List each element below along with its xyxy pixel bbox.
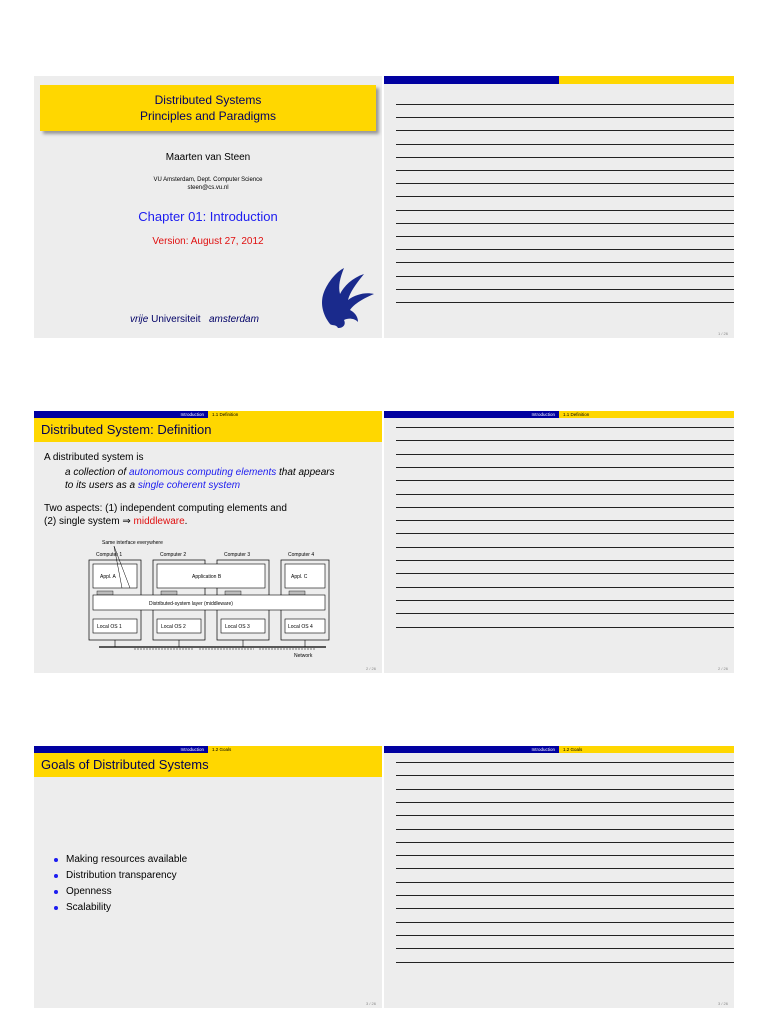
page-number: 2 / 26 (717, 666, 728, 671)
note-line (396, 170, 734, 171)
note-line (396, 627, 734, 628)
nav-subsection[interactable]: 1.1 Definition (208, 411, 382, 418)
slide-2-definition (34, 411, 382, 673)
frame-title: Distributed System: Definition (34, 418, 382, 442)
app-b-label: Application B (192, 574, 222, 580)
page-number: 1 / 26 (717, 331, 728, 336)
note-line (396, 789, 734, 790)
title-box (40, 85, 376, 131)
note-line (396, 467, 734, 468)
note-line (396, 908, 734, 909)
local-os-2-label: Local OS 2 (161, 624, 186, 630)
note-line (396, 480, 734, 481)
notes-1 (384, 76, 734, 338)
note-line (396, 829, 734, 830)
note-line (396, 935, 734, 936)
computer-2-label: Computer 2 (160, 552, 187, 558)
definition-line-2: to its users as a single coherent system (65, 480, 241, 491)
note-lines (396, 746, 734, 1008)
definition-line-1: a collection of autonomous computing elements that appears (65, 467, 335, 478)
middleware-diagram (84, 536, 334, 661)
page-number: 2 / 26 (365, 666, 376, 671)
chapter-title: Chapter 01: Introduction (138, 209, 278, 224)
logo-word-amsterdam: amsterdam (208, 314, 259, 325)
note-line (396, 302, 734, 303)
note-line (396, 104, 734, 105)
nav-section[interactable]: Introduction (34, 746, 208, 753)
note-line (396, 922, 734, 923)
title-line-1: Distributed Systems (154, 93, 262, 107)
notes-3 (384, 746, 734, 1008)
note-line (396, 507, 734, 508)
note-line (396, 600, 734, 601)
nav-section[interactable]: Introduction (384, 411, 559, 418)
note-line (396, 144, 734, 145)
aspects-line-2: (2) single system ⇒ middleware. (44, 516, 188, 527)
nav-subsection[interactable]: 1.2 Goals (559, 746, 734, 753)
note-line (396, 855, 734, 856)
note-lines (396, 76, 734, 338)
bullet-icon (54, 874, 58, 878)
nav-subsection[interactable]: 1.1 Definition (559, 411, 734, 418)
note-line (396, 802, 734, 803)
nav-section[interactable]: Introduction (384, 746, 559, 753)
note-line (396, 868, 734, 869)
slide-3-goals (34, 746, 382, 1008)
note-lines (396, 411, 734, 673)
list-item: Openness (54, 884, 187, 900)
email: steen@cs.vu.nl (187, 185, 229, 191)
bullet-icon (54, 906, 58, 910)
frame-title: Goals of Distributed Systems (34, 753, 382, 777)
local-os-3-label: Local OS 3 (225, 624, 250, 630)
note-line (396, 210, 734, 211)
nav-subsection[interactable]: 1.2 Goals (208, 746, 382, 753)
network-label: Network (294, 653, 313, 659)
note-line (396, 223, 734, 224)
list-item: Scalability (54, 900, 187, 916)
list-item: Distribution transparency (54, 868, 187, 884)
local-os-4-label: Local OS 4 (288, 624, 313, 630)
note-line (396, 762, 734, 763)
note-line (396, 454, 734, 455)
version: Version: August 27, 2012 (152, 236, 264, 247)
note-line (396, 427, 734, 428)
bullet-icon (54, 890, 58, 894)
computer-1-label: Computer 1 (96, 552, 123, 558)
nav-section[interactable]: Introduction (34, 411, 208, 418)
same-interface-label: Same interface everywhere (102, 540, 163, 546)
logo-word-vrije: vrije (130, 314, 149, 325)
note-line (396, 494, 734, 495)
middleware-label: Distributed-system layer (middleware) (149, 601, 233, 607)
app-a-label: Appl. A (100, 574, 116, 580)
note-line (396, 276, 734, 277)
slide-1-title (34, 76, 382, 338)
note-line (396, 249, 734, 250)
nav-bar (34, 411, 382, 418)
aspects-line-1: Two aspects: (1) independent computing elements and (44, 503, 287, 514)
goals-list (54, 852, 187, 916)
note-line (396, 573, 734, 574)
griffin-logo-icon (310, 264, 376, 330)
page-number: 3 / 26 (717, 1001, 728, 1006)
page-number: 3 / 26 (365, 1001, 376, 1006)
local-os-1-label: Local OS 1 (97, 624, 122, 630)
note-line (396, 587, 734, 588)
notes-2 (384, 411, 734, 673)
note-line (396, 262, 734, 263)
computer-4-label: Computer 4 (288, 552, 315, 558)
definition-intro: A distributed system is (44, 452, 144, 463)
note-line (396, 520, 734, 521)
note-line (396, 547, 734, 548)
computer-3-label: Computer 3 (224, 552, 251, 558)
university-logo (130, 314, 259, 325)
author: Maarten van Steen (165, 152, 251, 163)
note-line (396, 948, 734, 949)
note-line (396, 183, 734, 184)
logo-word-universiteit: Universiteit (151, 314, 201, 325)
note-line (396, 962, 734, 963)
list-item: Making resources available (54, 852, 187, 868)
nav-bar (34, 746, 382, 753)
note-line (396, 196, 734, 197)
note-line (396, 289, 734, 290)
title-line-2: Principles and Paradigms (139, 109, 277, 123)
note-line (396, 533, 734, 534)
note-line (396, 236, 734, 237)
note-line (396, 440, 734, 441)
note-line (396, 560, 734, 561)
note-line (396, 157, 734, 158)
note-line (396, 895, 734, 896)
note-line (396, 815, 734, 816)
note-line (396, 775, 734, 776)
app-c-label: Appl. C (291, 574, 308, 580)
bullet-icon (54, 858, 58, 862)
note-line (396, 613, 734, 614)
note-line (396, 117, 734, 118)
note-line (396, 882, 734, 883)
affiliation: VU Amsterdam, Dept. Computer Science (153, 177, 263, 183)
note-line (396, 842, 734, 843)
note-line (396, 130, 734, 131)
